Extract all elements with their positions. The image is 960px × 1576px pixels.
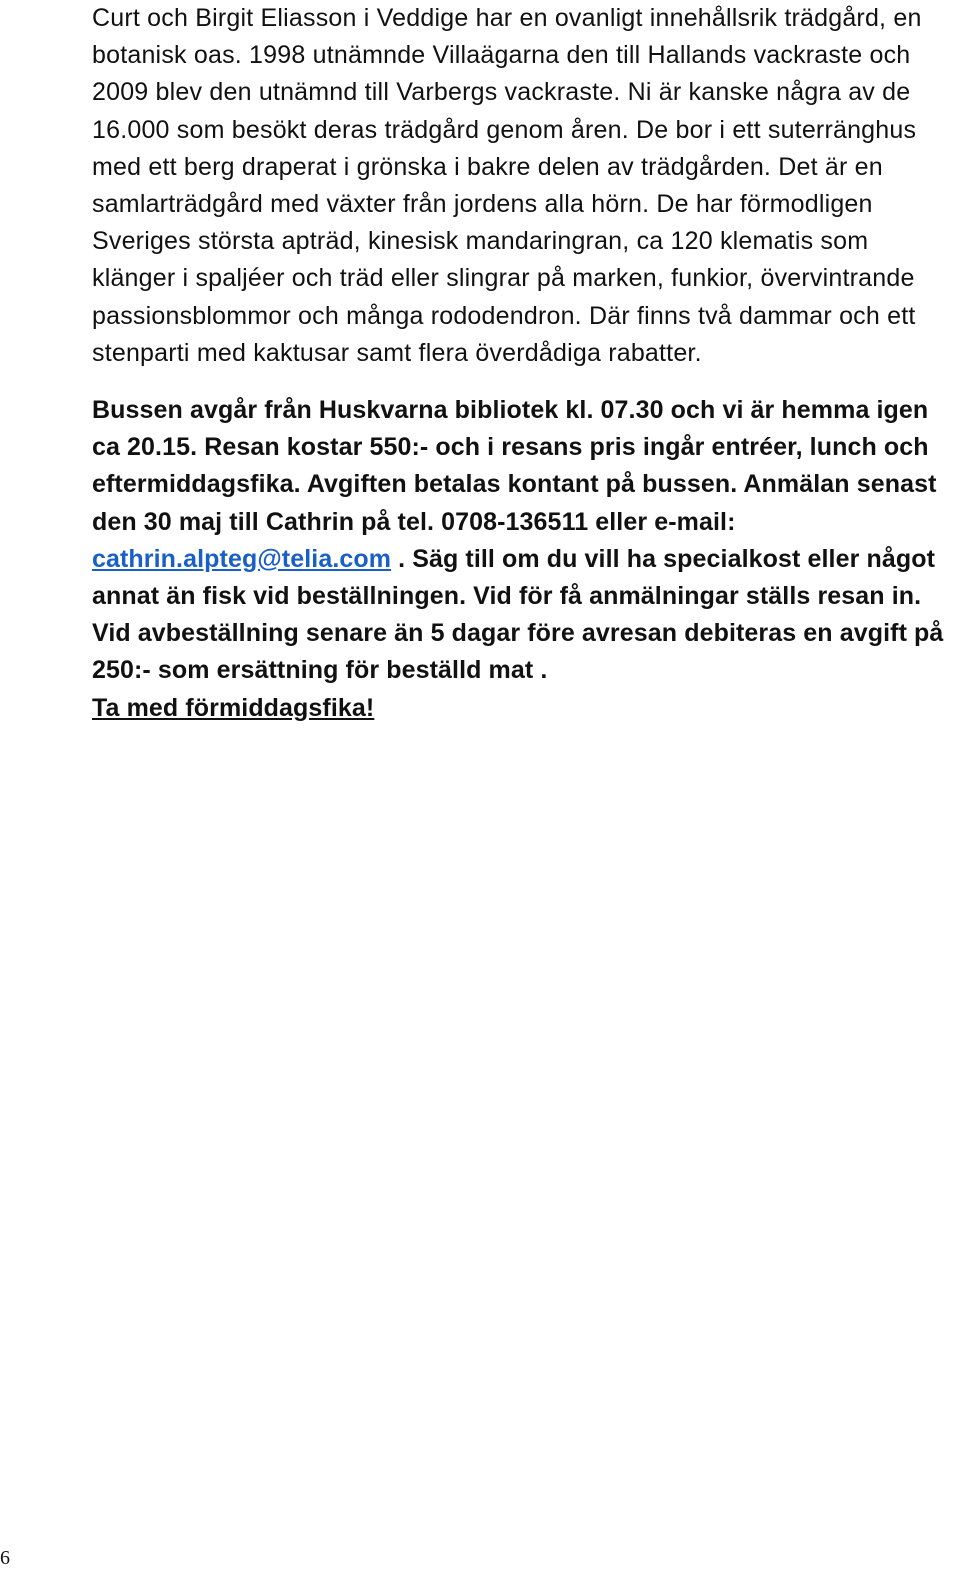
page-number: 6 xyxy=(0,1547,10,1569)
trip-info-text-continued: . Säg till om du vill ha specialkost eller något annat än fisk vid beställningen. Vid för få anmälningar ställs resan in. Vid avbeställning senare än 5 dagar före avresan debiteras en avgift på 250:- som ersättning för beställd mat . xyxy=(92,544,944,685)
email-link[interactable]: cathrin.alpteg@telia.com xyxy=(92,544,392,573)
bring-fika-note: Ta med förmiddagsfika! xyxy=(92,693,375,722)
garden-description-paragraph: Curt och Birgit Eliasson i Veddige har en ovanligt innehållsrik trädgård, en botanisk oas. 1998 utnämnde Villaägarna den till Hallands vackraste och 2009 blev den utnämnd till Varbergs vackraste. Ni är kanske några av de 16.000 som besökt deras trädgård genom åren. De bor i ett suterränghus med ett berg draperat i grönska i bakre delen av trädgården. Det är en samlarträdgård med växter från jordens alla hörn. De har förmodligen Sveriges största apträd, kinesisk mandaringran, ca 120 klematis som klänger i spaljéer och träd eller slingrar på marken, funkior, övervintrande passionsblommor och många rododendron. Där finns två dammar och ett stenparti med kaktusar samt flera överdådiga rabatter. xyxy=(92,4,922,367)
document-page xyxy=(92,0,958,727)
trip-info-text: Bussen avgår från Huskvarna bibliotek kl. 07.30 och vi är hemma igen ca 20.15. Resan kostar 550:- och i resans pris ingår entréer, lunch och eftermiddagsfika. Avgiften betalas kontant på bussen. Anmälan senast den 30 maj till Cathrin på tel. 0708-136511 eller e-mail: xyxy=(92,396,937,536)
trip-info-paragraph xyxy=(92,392,958,727)
